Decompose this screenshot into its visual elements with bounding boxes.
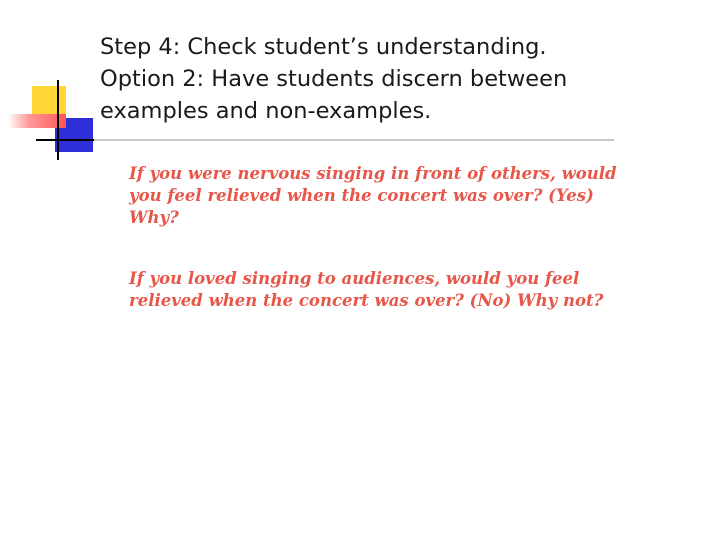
question-line: If you were nervous singing in front of others, would xyxy=(129,164,617,183)
title-line: examples and non-examples. xyxy=(100,98,432,124)
question-line: you feel relieved when the concert was over? (Yes) xyxy=(129,186,594,205)
vertical-line xyxy=(57,80,59,160)
non-example-question xyxy=(129,268,699,312)
horizontal-line xyxy=(36,139,96,141)
question-line: If you loved singing to audiences, would you feel xyxy=(129,269,580,288)
question-line: Why? xyxy=(129,208,179,227)
corner-decoration xyxy=(0,0,110,170)
slide-title xyxy=(100,31,700,127)
title-line: Option 2: Have students discern between xyxy=(100,66,568,92)
title-line: Step 4: Check student’s understanding. xyxy=(100,34,547,60)
question-line: relieved when the concert was over? (No) Why not? xyxy=(129,291,604,310)
example-question xyxy=(129,163,699,229)
title-underline xyxy=(94,139,614,141)
